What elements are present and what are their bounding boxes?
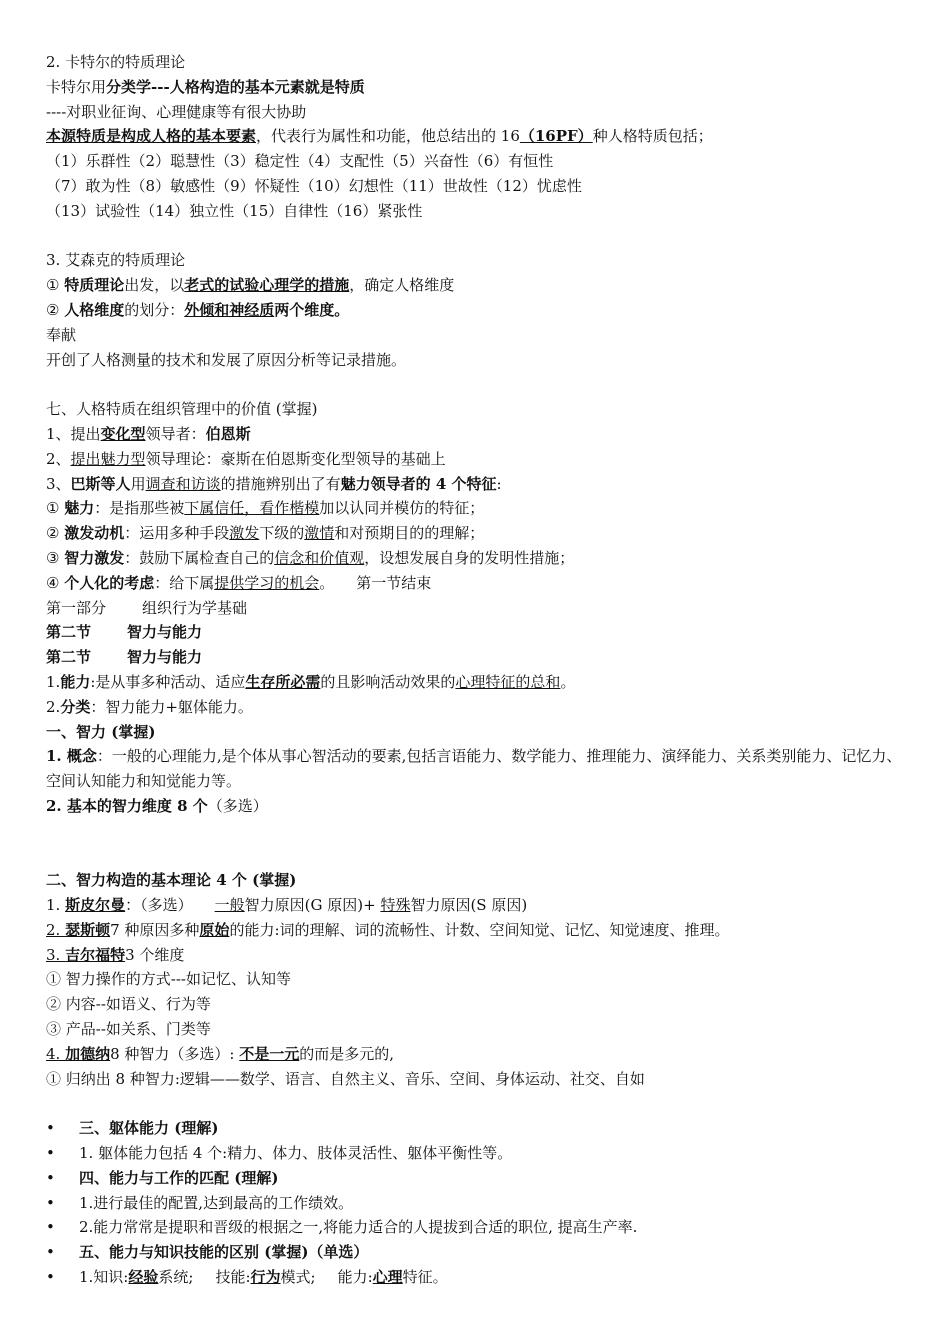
heading-cattell: 2. 卡特尔的特质理论 xyxy=(46,53,186,71)
paragraph: ----对职业征询、心理健康等有很大协助 xyxy=(46,102,307,121)
list-item: ① 智力操作的方式---如记忆、认知等 xyxy=(46,970,291,989)
spacer xyxy=(46,372,911,397)
trait-list: （7）敢为性（8）敏感性（9）怀疑性（10）幻想性（11）世故性（12）忧虑性 xyxy=(46,176,582,195)
subsection-heading: 二、智力构造的基本理论 4 个 (掌握) xyxy=(46,871,297,890)
spacer xyxy=(46,1091,911,1116)
bullet-item: • 2.能力常常是提职和晋级的根据之一,将能力适合的人提拔到合适的职位, 提高生产率. xyxy=(46,1215,911,1240)
list-item: 4. 加德纳8 种智力（多选）: 不是一元的而是多元的, xyxy=(46,1044,395,1063)
list-item: 3、巴斯等人用调查和访谈的措施辨别出了有魅力领导者的 4 个特征: xyxy=(46,474,502,493)
list-item: ② 人格维度的划分：外倾和神经质两个维度。 xyxy=(46,300,350,319)
bullet-item: • 四、能力与工作的匹配 (理解) xyxy=(46,1166,911,1191)
bullet-icon: • xyxy=(46,1193,55,1212)
subsection-heading: 一、智力 (掌握) xyxy=(46,722,156,741)
definition: 2.分类：智力能力+躯体能力。 xyxy=(46,697,253,716)
list-item: ① 魅力：是指那些被下属信任，看作楷模加以认同并模仿的特征； xyxy=(46,499,485,518)
part-heading: 第一部分 组织行为学基础 xyxy=(46,598,248,617)
paragraph: 开创了人格测量的技术和发展了原因分析等记录措施。 xyxy=(46,350,407,369)
list-item: 2、提出魅力型领导理论：豪斯在伯恩斯变化型领导的基础上 xyxy=(46,449,446,468)
list-item: 1、提出变化型领导者：伯恩斯 xyxy=(46,424,251,443)
trait-list: （1）乐群性（2）聪慧性（3）稳定性（4）支配性（5）兴奋性（6）有恒性 xyxy=(46,152,554,171)
bullet-icon: • xyxy=(46,1218,55,1237)
section-heading: 七、人格特质在组织管理中的价值 (掌握) xyxy=(46,400,318,419)
paragraph: 2. 基本的智力维度 8 个（多选） xyxy=(46,796,268,815)
paragraph: 奉献 xyxy=(46,325,77,344)
list-item: 3. 吉尔福特3 个维度 xyxy=(46,945,185,964)
list-item: 1. 斯皮尔曼：（多选） 一般智力原因(G 原因)+ 特殊智力原因(S 原因) xyxy=(46,896,528,915)
bullet-icon: • xyxy=(46,1268,55,1287)
spacer xyxy=(46,819,911,869)
list-item: ④ 个人化的考虑：给下属提供学习的机会。 第一节结束 xyxy=(46,573,432,592)
paragraph: 本源特质是构成人格的基本要素，代表行为属性和功能，他总结出的 16（16PF）种人格特质包括； xyxy=(46,127,713,146)
list-item: ① 特质理论出发，以老式的试验心理学的措施，确定人格维度 xyxy=(46,276,455,295)
document-page xyxy=(46,50,911,1290)
list-item: ① 归纳出 8 种智力:逻辑——数学、语言、自然主义、音乐、空间、身体运动、社交、自如 xyxy=(46,1069,645,1088)
spacer xyxy=(46,224,911,249)
trait-list: （13）试验性（14）独立性（15）自律性（16）紧张性 xyxy=(46,201,423,220)
definition: 1.能力:是从事多种活动、适应生存所必需的且影响活动效果的心理特征的总和。 xyxy=(46,672,576,691)
heading-eysenck: 3. 艾森克的特质理论 xyxy=(46,251,186,270)
list-item: ③ 智力激发：鼓励下属检查自己的信念和价值观，设想发展自身的发明性措施； xyxy=(46,548,575,567)
bullet-item: • 1.知识:经验系统; 技能:行为模式; 能力:心理特征。 xyxy=(46,1265,911,1290)
definition: 1. 概念：一般的心理能力,是个体从事心智活动的要素,包括言语能力、数学能力、推理能力、演绎能力、关系类别能力、记忆力、空间认知能力和知觉能力等。 xyxy=(46,747,902,791)
bullet-item: • 五、能力与知识技能的区别 (掌握)（单选） xyxy=(46,1240,911,1265)
section-title: 第二节 智力与能力 xyxy=(46,623,203,642)
bullet-item: • 1. 躯体能力包括 4 个:精力、体力、肢体灵活性、躯体平衡性等。 xyxy=(46,1141,911,1166)
bullet-icon: • xyxy=(46,1144,55,1163)
section-title: 第二节 智力与能力 xyxy=(46,648,203,667)
list-item: ② 内容--如语义、行为等 xyxy=(46,995,211,1014)
list-item: ② 激发动机：运用多种手段激发下级的激情和对预期目的的理解； xyxy=(46,524,485,543)
bullet-icon: • xyxy=(46,1119,55,1138)
paragraph: 卡特尔用分类学---人格构造的基本元素就是特质 xyxy=(46,77,365,96)
bullet-item: • 1.进行最佳的配置,达到最高的工作绩效。 xyxy=(46,1191,911,1216)
bullet-item: • 三、躯体能力 (理解) xyxy=(46,1116,911,1141)
list-item: ③ 产品--如关系、门类等 xyxy=(46,1020,211,1039)
bullet-icon: • xyxy=(46,1243,55,1262)
bullet-icon: • xyxy=(46,1168,55,1187)
list-item: 2. 瑟斯顿7 种原因多种原始的能力:词的理解、词的流畅性、计数、空间知觉、记忆、知觉速度、推理。 xyxy=(46,920,730,939)
